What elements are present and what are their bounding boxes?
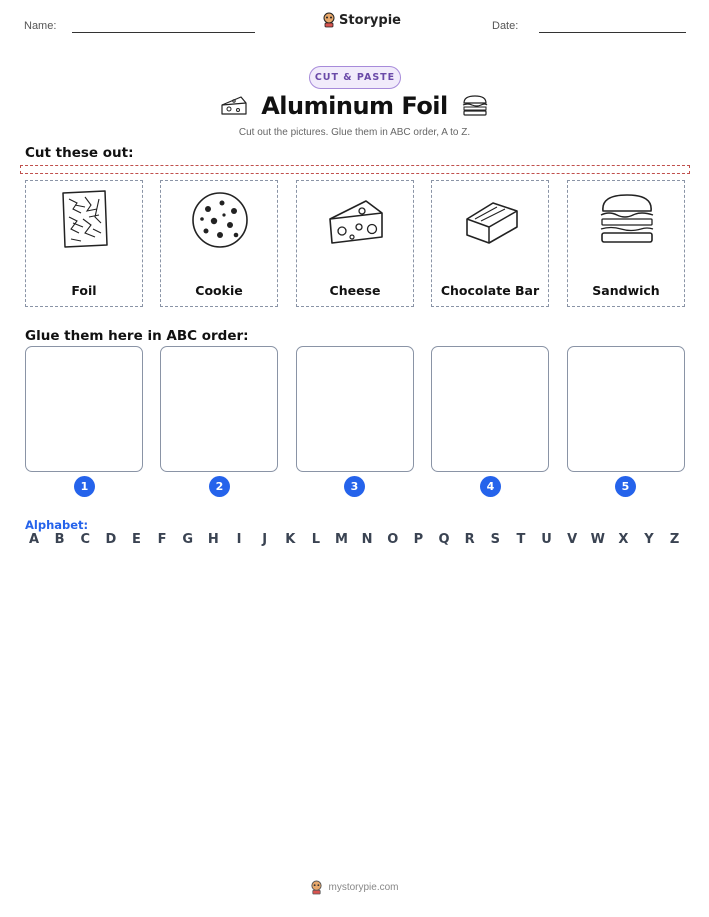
order-number-4: 4 — [480, 476, 501, 497]
alphabet-letter: E — [132, 532, 141, 547]
order-number-2: 2 — [209, 476, 230, 497]
storypie-mascot-icon — [322, 12, 336, 28]
alphabet-letter: Z — [669, 532, 680, 547]
card-chocolate-bar[interactable] — [431, 180, 549, 307]
alphabet-letter: J — [262, 532, 268, 547]
storypie-mascot-icon — [310, 880, 323, 895]
glue-box-4[interactable] — [431, 346, 549, 472]
order-number-5: 5 — [615, 476, 636, 497]
order-number-1: 1 — [74, 476, 95, 497]
name-line[interactable] — [72, 32, 255, 33]
alphabet-letter: U — [541, 532, 552, 547]
date-line[interactable] — [539, 32, 686, 33]
chocolate-bar-icon — [461, 189, 521, 249]
alphabet-row — [25, 532, 684, 547]
date-label: Date: — [492, 20, 519, 32]
card-cheese[interactable] — [296, 180, 414, 307]
glue-box-2[interactable] — [160, 346, 278, 472]
foil-icon — [55, 189, 115, 249]
glue-box-3[interactable] — [296, 346, 414, 472]
alphabet-letter: N — [361, 532, 373, 547]
page-title: Aluminum Foil — [261, 92, 448, 120]
alphabet-letter: R — [464, 532, 475, 547]
brand-name: Storypie — [339, 12, 401, 28]
sandwich-icon — [597, 189, 657, 249]
alphabet-letter: O — [387, 532, 399, 547]
alphabet-letter: M — [335, 532, 348, 547]
alphabet-letter: Q — [438, 532, 450, 547]
footer-url[interactable]: mystorypie.com — [328, 882, 399, 893]
cheese-icon — [219, 93, 249, 119]
card-label: Cookie — [195, 283, 243, 298]
card-label: Chocolate Bar — [440, 283, 540, 298]
order-number-3: 3 — [344, 476, 365, 497]
footer — [0, 880, 709, 895]
card-label: Foil — [71, 283, 97, 298]
alphabet-letter: T — [516, 532, 526, 547]
activity-badge: CUT & PASTE — [309, 66, 401, 89]
alphabet-letter: K — [285, 532, 296, 547]
instructions: Cut out the pictures. Glue them in ABC order, A to Z. — [238, 127, 471, 138]
alphabet-letter: A — [28, 532, 40, 547]
alphabet-letter: G — [182, 532, 194, 547]
glue-box-1[interactable] — [25, 346, 143, 472]
alphabet-letter: V — [567, 532, 578, 547]
cookie-icon — [190, 189, 250, 249]
glue-section-title: Glue them here in ABC order: — [25, 328, 249, 344]
alphabet-letter: F — [157, 532, 167, 547]
alphabet-label: Alphabet: — [25, 518, 89, 532]
alphabet-letter: Y — [644, 532, 654, 547]
card-label: Sandwich — [592, 283, 660, 298]
alphabet-letter: X — [618, 532, 629, 547]
card-foil[interactable] — [25, 180, 143, 307]
name-label: Name: — [24, 20, 57, 32]
alphabet-letter: B — [54, 532, 65, 547]
alphabet-letter: P — [413, 532, 424, 547]
alphabet-letter: I — [236, 532, 242, 547]
alphabet-letter: S — [490, 532, 500, 547]
title-row — [0, 92, 709, 120]
cut-line — [20, 165, 690, 174]
card-label: Cheese — [329, 283, 381, 298]
cheese-icon — [326, 189, 386, 249]
alphabet-letter: D — [105, 532, 117, 547]
card-sandwich[interactable] — [567, 180, 685, 307]
glue-box-5[interactable] — [567, 346, 685, 472]
sandwich-icon — [460, 93, 490, 119]
cut-section-title: Cut these out: — [25, 145, 134, 161]
card-cookie[interactable] — [160, 180, 278, 307]
alphabet-letter: L — [311, 532, 321, 547]
alphabet-letter: H — [207, 532, 219, 547]
alphabet-letter: W — [590, 532, 605, 547]
alphabet-letter: C — [80, 532, 91, 547]
brand-logo — [322, 12, 401, 28]
